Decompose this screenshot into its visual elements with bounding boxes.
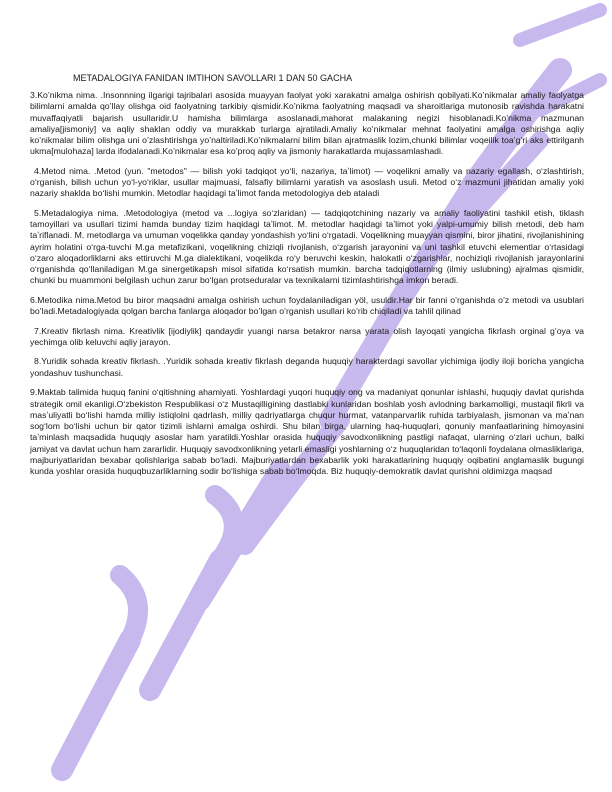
watermark-stroke xyxy=(215,495,234,560)
document-title: METADALOGIYA FANIDAN IMTIHON SAVOLLARI 1 DAN 50 GACHA xyxy=(73,73,353,83)
paragraph-question-6: 6.Metodika nima.Metod bu biror maqsadni amalga oshirish uchun foydalaniladigan yöl, usuldir.Har bir fanni o’rganishda o’z metodi va usublari bo’ladi.Metadalogiyada qolgan barcha fanlarga aloqador bo’lgan o’rganish usullari ko’rib chiqiladi va tahlil qilinad xyxy=(30,294,584,317)
watermark-stroke xyxy=(200,470,280,600)
document-page xyxy=(30,72,584,486)
watermark-stroke xyxy=(150,560,220,690)
paragraph-question-5: 5.Metadalogiya nima. .Metodologiya (metod va ...logiya soʻzlaridan) — tadqiqotchining nazariy va amaliy faoliyatini tashkil etish, tiklash tamoyillari va usullari tizimi hamda bunday tizim haqidagi taʼlimot. M. metodlar haqidagi taʼlimot yoki yalpi-umumiy bilish metodi, deb ham taʼriflanadi. M. metodlarga va umuman voqelikka qanday yondashish yoʻlini oʻrgatadi. Voqelikning muayyan qismini, biror jihatini, rivojlanishining ayrim holatini oʻrga-tuvchi M.ga metafizikani, voqelikning chiziqli rivojlanish, oʻzgarish jarayonini va uni tashkil etuvchi elementlar oʻrtasidagi oʻzaro aloqadorliklarni aks ettiruvchi M.ga dialektikani, voqelikda roʻy beruvchi keskin, halokatli oʻzgarishlar, nochiziqli rivojlanish jarayonlarini oʻrganishda qoʻllaniladigan M.ga sinergetikapsh misol sifatida koʻrsatish mumkin. barcha tadqiqotlarning (ilmiy uslubning) ajralmas qismidir, chunki bu muammoni belgilash uchun zarur boʻlgan protseduralar va texnikalarni tizimlashtirishga imkon beradi. xyxy=(30,207,584,286)
watermark-stroke xyxy=(62,640,130,770)
paragraph-question-8: 8.Yuridik sohada kreativ fikrlash. .Yuridik sohada kreativ fikrlash deganda huquqiy harakterdagi savollar yichimiga ijodiy iloji boricha yangicha yondashuv tushunchasi. xyxy=(30,356,584,378)
paragraph-question-9: 9.Maktab talimida huquq fanini oʻqitishning ahamiyati. Yoshlardagi yuqori huquqiy ong va madaniyat qonunlar ishlashi, huquqiy davlat qurishda strategik omil ekanligi.Oʻzbekiston Respublikasi oʻz Mustaqilligining dastlabki kunlaridan boshlab yosh avlodning barkamolligi, mustaqil fikrli va masʼuliyatli boʻlishi hamda milliy istiqlolni qadrlash, milliy qadriyatlarga chuqur hurmat, vatanparvarlik ruhida tarbiyalash, jismonan va maʼnan sogʻlom boʻlishi uchun bir qator tizimli ishlarni amalga oshirdi. Shu bilan birga, ularning haq-huquqlari, qonuniy manfaatlarining himoyasini taʼminlash maqsadida huquqiy asoslar ham yaratildi.Yoshlar orasida huquqiy savodxonlikning pastligi nafaqat, ularning oʻzlari uchun, balki jamiyat va davlat uchun ham zararlidir. Huquqiy savodxonlikning yetarli emasligi yoshlarning oʻz huquqlaridan toʻlaqonli foydalana olmasliklariga, majburiyatlaridan bexabar qolishlariga sabab boʻladi. Majburiyatlardan bexabarlik yoki harakatlarining huquqiy oqibatini anglamaslik bugungi kunda yoshlar orasida huquqbuzarliklarning sodir boʻlishiga sabab boʻlmoqda. Biz huquqiy-demokratik davlat qurishni oldimizga maqsad xyxy=(30,387,584,477)
watermark-stroke xyxy=(520,10,600,40)
paragraph-question-7: 7.Kreativ fikrlash nima. Kreativlik [ijodiylik] qandaydir yuangi narsa betakror narsa yarata olish layoqati yangicha fikrlash orginal g’oya va yechimga olib keluvchi aqliy jarayon. xyxy=(30,325,584,347)
paragraph-question-4: 4.Metod nima. .Metod (yun. "metodos" — bilish yoki tadqiqot yoʻli, nazariya, taʼlimot) — voqelikni amaliy va nazariy egallash, oʻzlashtirish, oʻrganish, bilish uchun yoʻl-yoʻriklar, usullar majmuasi, falsafiy bilimlarni yaratish va asoslash usuli. Metod oʻz mazmuni jihatidan amaliy yoki nazariy shaklda boʻlishi mumkin. Metodlar haqidagi taʼlimot fanda metodologiya deb ataladi xyxy=(30,165,584,199)
watermark-stroke xyxy=(120,575,138,640)
paragraph-question-3: 3.Ko’nikma nima. .Insonnning ilgarigi tajribalari asosida muayyan faolyat yoki xarakatni amalga oshirish qobilyati.Ko’nikmalar amaliy faolyatga bilimlarni amalda qo’llay olishga oid faolyatning tarkibiy qismidir.Ko’nikma faolyatning maqsadi va sharoitlariga mutonosib ravishda harakatni muvaffaqiyatli bajarish usullaridir.U hamisha bilimlarga asoslanadi,mahorat malakaning negizi hisoblanadi.Ko’nikma mazmunan amaliya[jismoniy] va aqliy shaklan oddiy va murakkab turlarga ajratiladi.Amaliy ko’nikmalar mehnat faolyatini amalga oshirishga aqliy ko’nikmalar bilim olishga uni o’zlashtirishga yo’naltiriladi.Ko’nikmalarni bilim bilan ajratmaslik lozim,chunki bilimlar voqeilik toa’g’ri aks ettirilganh ukma[mulohaza] larda ifodalanadi.Ko’nikmalar esa ko’proq aqliy va jismoniy harakatlarda mujassamlashadi. xyxy=(30,90,584,157)
